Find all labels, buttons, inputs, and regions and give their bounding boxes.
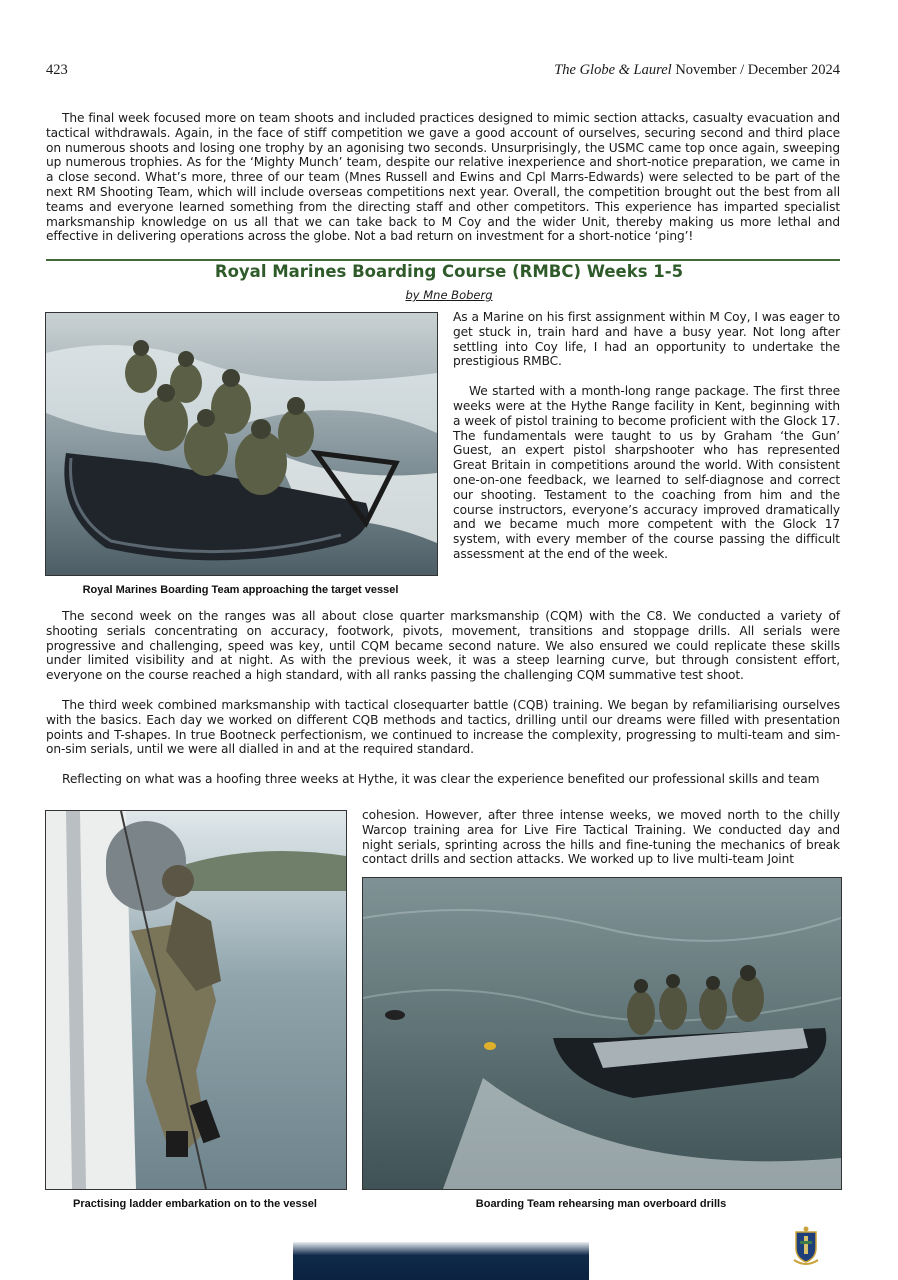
crest-logo	[792, 1226, 820, 1266]
intro-text	[46, 111, 840, 244]
article-paragraph-5-rest: cohesion. However, after three intense weeks, we moved north to the chilly Warcop training area for Live Fire Tactical Training. We conducted day and night serials, sprinting across the hills and fine-tuning the mechanics of break contact drills and section attacks. We worked up to live multi-team Joint	[362, 808, 840, 867]
article-paragraph-3: The second week on the ranges was all about close quarter marksmanship (CQM) with the C8. We conducted a variety of shooting serials concentrating on accuracy, footwork, pivots, movement, transitions and stoppage drills. All serials were progressive and challenging, speed was key, until CQM became second nature. We also ensured we could replicate these skills under limited visibility and at night. As with the previous week, it was a steep learning curve, but through consistent effort, everyone on the course reached a high standard, with all ranks passing the challenging CQM summative test shoot.	[46, 609, 840, 683]
article-right-column	[453, 310, 840, 562]
photo-boarding-team-boat	[45, 312, 438, 576]
footer-bar	[293, 1242, 589, 1280]
running-header	[554, 62, 840, 79]
ladder-photo-illustration	[46, 811, 346, 1189]
article-byline: by Mne Boberg	[405, 288, 493, 302]
article-paragraph-5-lead: Reflecting on what was a hoofing three weeks at Hythe, it was clear the experience benefited our professional skills and team	[62, 772, 820, 787]
section-divider	[46, 259, 840, 261]
man-overboard-photo-illustration	[363, 878, 841, 1189]
caption-photo2: Practising ladder embarkation on to the vessel	[73, 1198, 317, 1210]
boat-photo-illustration	[46, 313, 437, 575]
crest-icon	[792, 1226, 820, 1266]
article-paragraph-5-cont	[362, 808, 840, 867]
caption-photo3: Boarding Team rehearsing man overboard drills	[475, 1198, 727, 1210]
intro-paragraph: The final week focused more on team shoots and included practices designed to mimic section attacks, casualty evacuation and tactical withdrawals. Again, in the face of stiff competition we gave a good account of ourselves, securing second and third place on numerous shoots and losing one trophy by an agonising two seconds. Unsurprisingly, the USMC came top once again, sweeping up numerous trophies. As for the ‘Mighty Munch’ team, despite our relative inexperience and short-notice preparation, we came in a close second. What’s more, three of our team (Mnes Russell and Ewins and Cpl Marrs-Edwards) were selected to be part of the next RM Shooting Team, which will include overseas competitions next year. Overall, the competition brought out the best from all teams and everyone learned something from the directing staff and other competitors. This experience has imparted specialist marksmanship knowledge on us all that we can take back to M Coy and the wider Unit, thereby making us more lethal and effective in delivering operations across the globe. Not a bad return on investment for a short-notice ‘ping’!	[46, 111, 840, 244]
article-paragraph-1: As a Marine on his first assignment within M Coy, I was eager to get stuck in, train hard and have a busy year. Not long after settling into Coy life, I had an opportunity to undertake the prestigious RMBC.	[453, 310, 840, 369]
issue-date: November / December 2024	[675, 62, 840, 78]
photo-ladder-embarkation	[45, 810, 347, 1190]
caption-photo1: Royal Marines Boarding Team approaching the target vessel	[82, 584, 399, 596]
page-number: 423	[46, 62, 68, 78]
article-full-width	[46, 609, 840, 787]
photo-man-overboard-drill	[362, 877, 842, 1190]
magazine-title: The Globe & Laurel	[554, 62, 672, 78]
article-paragraph-2: We started with a month-long range package. The first three weeks were at the Hythe Range facility in Kent, beginning with a week of pistol training to become proficient with the Glock 17. The fundamentals were taught to us by Graham ‘the Gun’ Guest, an expert pistol sharpshooter who has represented Great Britain in competitions around the world. With consistent one-on-one feedback, we learned to self-diagnose and correct our shooting. Testament to the coaching from him and the course instructors, everyone’s accuracy improved dramatically and we became much more competent with the Glock 17 system, with every member of the course passing the difficult assessment at the end of the week.	[453, 384, 840, 561]
article-title: Royal Marines Boarding Course (RMBC) Weeks 1-5	[214, 262, 684, 281]
article-paragraph-4: The third week combined marksmanship with tactical closequarter battle (CQB) training. We began by refamiliarising ourselves with the basics. Each day we worked on different CQB methods and tactics, drilling until our dreams were filled with presentation points and T-shapes. In true Bootneck perfectionism, we continued to increase the complexity, progressing to multi-team and sim-on-sim serials, until we were all dialled in and at the required standard.	[46, 697, 840, 757]
